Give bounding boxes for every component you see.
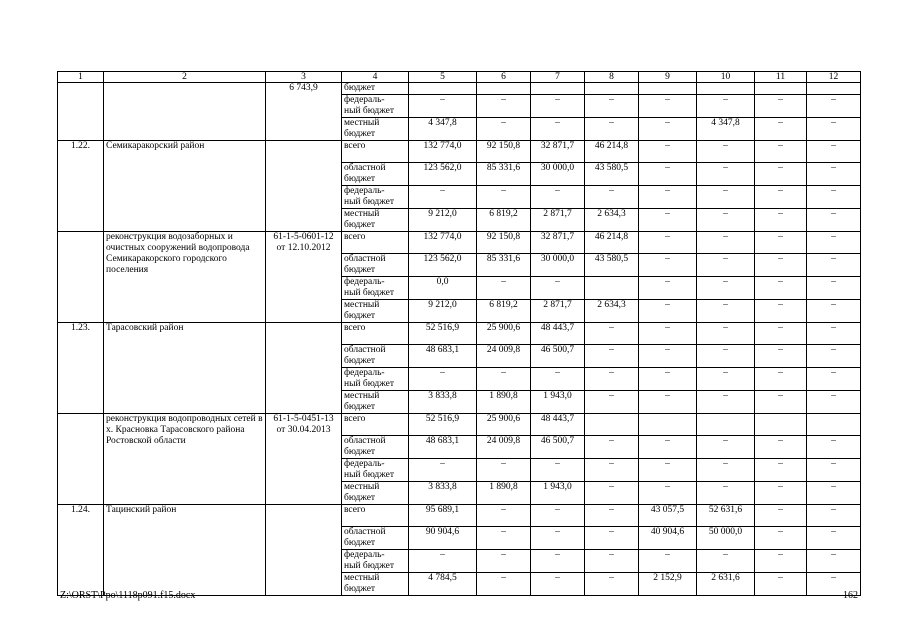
amount-cell: 48 443,7: [531, 414, 585, 436]
amount-cell: [697, 83, 755, 95]
amount-cell: 46 500,7: [531, 436, 585, 459]
amount-cell: –: [697, 323, 755, 345]
item-number: 1.24.: [58, 505, 104, 596]
amount-cell: –: [807, 459, 861, 482]
amount-cell: 4 347,8: [409, 118, 477, 141]
funding-source: областной бюджет: [342, 163, 409, 186]
amount-cell: –: [697, 391, 755, 414]
amount-cell: 6 819,2: [477, 209, 531, 232]
amount-cell: –: [697, 300, 755, 323]
amount-cell: 95 689,1: [409, 505, 477, 527]
amount-cell: 4 347,8: [697, 118, 755, 141]
amount-cell: –: [409, 186, 477, 209]
amount-cell: –: [807, 232, 861, 254]
amount-cell: 46 214,8: [585, 232, 639, 254]
amount-cell: –: [755, 573, 807, 596]
budget-table: [57, 71, 861, 596]
table-row: [58, 414, 861, 436]
amount-cell: 43 057,5: [639, 505, 697, 527]
amount-cell: [639, 414, 697, 436]
amount-cell: –: [639, 186, 697, 209]
amount-cell: 52 516,9: [409, 323, 477, 345]
amount-cell: –: [755, 118, 807, 141]
amount-cell: 48 683,1: [409, 436, 477, 459]
amount-cell: –: [409, 95, 477, 118]
column-number: 7: [531, 72, 585, 83]
amount-cell: –: [531, 550, 585, 573]
amount-cell: –: [807, 345, 861, 368]
amount-cell: –: [585, 482, 639, 505]
amount-cell: –: [755, 505, 807, 527]
amount-cell: –: [477, 368, 531, 391]
item-document: 61-1-5-0451-13 от 30.04.2013: [266, 414, 342, 505]
amount-cell: –: [755, 209, 807, 232]
amount-cell: –: [697, 459, 755, 482]
amount-cell: –: [807, 482, 861, 505]
amount-cell: [531, 83, 585, 95]
column-number: 10: [697, 72, 755, 83]
amount-cell: –: [807, 323, 861, 345]
amount-cell: 2 631,6: [697, 573, 755, 596]
column-number: 11: [755, 72, 807, 83]
amount-cell: –: [639, 345, 697, 368]
amount-cell: –: [585, 436, 639, 459]
funding-source: бюджет: [342, 83, 409, 95]
item-name: реконструкция водопроводных сетей в х. Красновка Тарасовского района Ростовской области: [104, 414, 266, 505]
column-number: 4: [342, 72, 409, 83]
amount-cell: –: [807, 209, 861, 232]
amount-cell: [755, 414, 807, 436]
amount-cell: –: [755, 141, 807, 163]
amount-cell: –: [755, 368, 807, 391]
amount-cell: [807, 414, 861, 436]
amount-cell: –: [585, 527, 639, 550]
funding-source: местный бюджет: [342, 118, 409, 141]
amount-cell: –: [755, 345, 807, 368]
amount-cell: –: [531, 505, 585, 527]
amount-cell: –: [585, 95, 639, 118]
amount-cell: –: [639, 254, 697, 277]
amount-cell: 6 819,2: [477, 300, 531, 323]
amount-cell: –: [697, 232, 755, 254]
amount-cell: 0,0: [409, 277, 477, 300]
amount-cell: 25 900,6: [477, 323, 531, 345]
amount-cell: –: [477, 459, 531, 482]
amount-cell: 3 833,8: [409, 482, 477, 505]
amount-cell: –: [807, 550, 861, 573]
column-number: 2: [104, 72, 266, 83]
amount-cell: –: [807, 300, 861, 323]
amount-cell: –: [755, 232, 807, 254]
amount-cell: 2 634,3: [585, 209, 639, 232]
amount-cell: 52 631,6: [697, 505, 755, 527]
amount-cell: –: [585, 391, 639, 414]
amount-cell: –: [639, 232, 697, 254]
amount-cell: –: [755, 550, 807, 573]
amount-cell: 1 943,0: [531, 482, 585, 505]
amount-cell: 24 009,8: [477, 345, 531, 368]
column-number: 5: [409, 72, 477, 83]
amount-cell: 52 516,9: [409, 414, 477, 436]
column-number: 6: [477, 72, 531, 83]
amount-cell: –: [807, 163, 861, 186]
amount-cell: –: [807, 95, 861, 118]
header-row: [58, 72, 861, 83]
amount-cell: 123 562,0: [409, 254, 477, 277]
funding-source: местный бюджет: [342, 482, 409, 505]
amount-cell: 2 871,7: [531, 209, 585, 232]
item-name: [104, 83, 266, 141]
amount-cell: 40 904,6: [639, 527, 697, 550]
amount-cell: –: [697, 209, 755, 232]
amount-cell: –: [477, 277, 531, 300]
amount-cell: –: [755, 527, 807, 550]
amount-cell: 1 890,8: [477, 391, 531, 414]
amount-cell: –: [639, 141, 697, 163]
amount-cell: –: [585, 186, 639, 209]
amount-cell: 1 890,8: [477, 482, 531, 505]
amount-cell: –: [531, 277, 585, 300]
amount-cell: [585, 83, 639, 95]
amount-cell: 25 900,6: [477, 414, 531, 436]
table-row: [58, 323, 861, 345]
item-name: Семикаракорский район: [104, 141, 266, 232]
amount-cell: 2 871,7: [531, 300, 585, 323]
amount-cell: 1 943,0: [531, 391, 585, 414]
amount-cell: –: [531, 118, 585, 141]
amount-cell: 43 580,5: [585, 254, 639, 277]
item-document: 61-1-5-0601-12 от 12.10.2012: [266, 232, 342, 323]
amount-cell: –: [697, 368, 755, 391]
amount-cell: 48 443,7: [531, 323, 585, 345]
amount-cell: 9 212,0: [409, 209, 477, 232]
amount-cell: 9 212,0: [409, 300, 477, 323]
funding-source: областной бюджет: [342, 527, 409, 550]
amount-cell: 132 774,0: [409, 232, 477, 254]
amount-cell: –: [531, 459, 585, 482]
amount-cell: –: [639, 118, 697, 141]
amount-cell: –: [585, 118, 639, 141]
amount-cell: –: [531, 186, 585, 209]
amount-cell: –: [477, 118, 531, 141]
amount-cell: 4 784,5: [409, 573, 477, 596]
amount-cell: –: [639, 209, 697, 232]
item-number: [58, 232, 104, 323]
amount-cell: –: [697, 95, 755, 118]
amount-cell: –: [639, 163, 697, 186]
amount-cell: –: [807, 277, 861, 300]
amount-cell: –: [477, 527, 531, 550]
amount-cell: –: [585, 323, 639, 345]
amount-cell: –: [755, 186, 807, 209]
amount-cell: –: [755, 436, 807, 459]
amount-cell: –: [639, 300, 697, 323]
amount-cell: –: [477, 550, 531, 573]
amount-cell: –: [755, 459, 807, 482]
amount-cell: –: [639, 436, 697, 459]
amount-cell: –: [531, 95, 585, 118]
amount-cell: 85 331,6: [477, 163, 531, 186]
funding-source: областной бюджет: [342, 345, 409, 368]
item-name: реконструкция водозаборных и очистных сооружений водопровода Семикаракорского городского поселения: [104, 232, 266, 323]
amount-cell: –: [697, 482, 755, 505]
amount-cell: 92 150,8: [477, 141, 531, 163]
amount-cell: –: [755, 391, 807, 414]
amount-cell: –: [639, 368, 697, 391]
amount-cell: –: [531, 573, 585, 596]
amount-cell: –: [477, 186, 531, 209]
amount-cell: –: [585, 505, 639, 527]
amount-cell: –: [639, 95, 697, 118]
amount-cell: –: [585, 573, 639, 596]
amount-cell: –: [697, 550, 755, 573]
amount-cell: [639, 83, 697, 95]
amount-cell: 48 683,1: [409, 345, 477, 368]
amount-cell: –: [585, 550, 639, 573]
amount-cell: 43 580,5: [585, 163, 639, 186]
file-path: Z:\ORST\Ppo\1118p091.f15.docx: [60, 590, 196, 601]
amount-cell: –: [807, 254, 861, 277]
column-number: 3: [266, 72, 342, 83]
amount-cell: 50 000,0: [697, 527, 755, 550]
amount-cell: [585, 414, 639, 436]
column-number: 12: [807, 72, 861, 83]
amount-cell: –: [585, 459, 639, 482]
funding-source: федераль- ный бюджет: [342, 550, 409, 573]
item-number: 1.23.: [58, 323, 104, 414]
amount-cell: –: [755, 300, 807, 323]
amount-cell: 3 833,8: [409, 391, 477, 414]
table-row: [58, 232, 861, 254]
amount-cell: –: [755, 277, 807, 300]
amount-cell: –: [585, 368, 639, 391]
amount-cell: 46 214,8: [585, 141, 639, 163]
funding-source: федераль- ный бюджет: [342, 277, 409, 300]
amount-cell: –: [807, 436, 861, 459]
amount-cell: –: [755, 482, 807, 505]
amount-cell: –: [639, 323, 697, 345]
funding-source: областной бюджет: [342, 436, 409, 459]
amount-cell: –: [807, 141, 861, 163]
amount-cell: 2 152,9: [639, 573, 697, 596]
amount-cell: [755, 83, 807, 95]
amount-cell: –: [807, 118, 861, 141]
amount-cell: –: [697, 436, 755, 459]
amount-cell: –: [807, 505, 861, 527]
funding-source: федераль- ный бюджет: [342, 368, 409, 391]
amount-cell: –: [639, 277, 697, 300]
amount-cell: 30 000,0: [531, 163, 585, 186]
item-name: Тарасовский район: [104, 323, 266, 414]
amount-cell: [477, 83, 531, 95]
amount-cell: –: [409, 550, 477, 573]
amount-cell: –: [697, 254, 755, 277]
funding-source: местный бюджет: [342, 573, 409, 596]
item-document: [266, 141, 342, 232]
amount-cell: 32 871,7: [531, 141, 585, 163]
amount-cell: 92 150,8: [477, 232, 531, 254]
amount-cell: –: [807, 527, 861, 550]
amount-cell: –: [585, 345, 639, 368]
amount-cell: –: [639, 459, 697, 482]
amount-cell: –: [807, 391, 861, 414]
amount-cell: –: [755, 254, 807, 277]
amount-cell: –: [697, 186, 755, 209]
amount-cell: 132 774,0: [409, 141, 477, 163]
amount-cell: 46 500,7: [531, 345, 585, 368]
amount-cell: –: [531, 527, 585, 550]
amount-cell: 90 904,6: [409, 527, 477, 550]
item-number: 1.22.: [58, 141, 104, 232]
amount-cell: –: [477, 505, 531, 527]
funding-source: областной бюджет: [342, 254, 409, 277]
funding-source: всего: [342, 141, 409, 163]
amount-cell: –: [755, 323, 807, 345]
amount-cell: –: [409, 368, 477, 391]
amount-cell: 30 000,0: [531, 254, 585, 277]
amount-cell: –: [755, 95, 807, 118]
item-document: 6 743,9: [266, 83, 342, 141]
item-document: [266, 505, 342, 596]
amount-cell: –: [807, 573, 861, 596]
amount-cell: –: [409, 459, 477, 482]
item-document: [266, 323, 342, 414]
item-number: [58, 83, 104, 141]
funding-source: всего: [342, 232, 409, 254]
amount-cell: –: [807, 186, 861, 209]
amount-cell: 24 009,8: [477, 436, 531, 459]
column-number: 8: [585, 72, 639, 83]
funding-source: всего: [342, 505, 409, 527]
item-number: [58, 414, 104, 505]
funding-source: федераль- ный бюджет: [342, 95, 409, 118]
amount-cell: [585, 277, 639, 300]
amount-cell: –: [639, 391, 697, 414]
amount-cell: –: [477, 573, 531, 596]
funding-source: местный бюджет: [342, 391, 409, 414]
amount-cell: [807, 83, 861, 95]
amount-cell: –: [639, 482, 697, 505]
table-row: [58, 83, 861, 95]
funding-source: федераль- ный бюджет: [342, 186, 409, 209]
amount-cell: –: [807, 368, 861, 391]
amount-cell: [409, 83, 477, 95]
page-number: 162: [843, 590, 858, 601]
funding-source: местный бюджет: [342, 209, 409, 232]
funding-source: местный бюджет: [342, 300, 409, 323]
amount-cell: –: [697, 345, 755, 368]
funding-source: всего: [342, 323, 409, 345]
funding-source: федераль- ный бюджет: [342, 459, 409, 482]
amount-cell: –: [477, 95, 531, 118]
table-row: [58, 141, 861, 163]
amount-cell: –: [531, 368, 585, 391]
amount-cell: –: [639, 550, 697, 573]
amount-cell: 123 562,0: [409, 163, 477, 186]
amount-cell: –: [697, 277, 755, 300]
amount-cell: 85 331,6: [477, 254, 531, 277]
amount-cell: [697, 414, 755, 436]
table-row: [58, 505, 861, 527]
column-number: 1: [58, 72, 104, 83]
item-name: Тацинский район: [104, 505, 266, 596]
amount-cell: 32 871,7: [531, 232, 585, 254]
column-number: 9: [639, 72, 697, 83]
amount-cell: –: [755, 163, 807, 186]
funding-source: всего: [342, 414, 409, 436]
amount-cell: –: [697, 141, 755, 163]
amount-cell: –: [697, 163, 755, 186]
amount-cell: 2 634,3: [585, 300, 639, 323]
